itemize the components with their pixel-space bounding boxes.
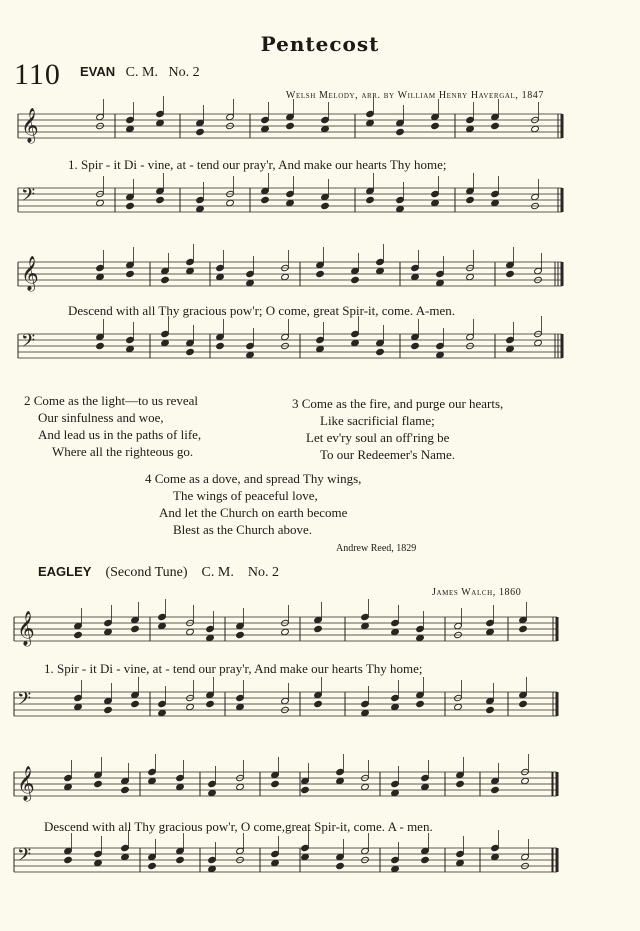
note-head <box>361 622 370 629</box>
note-head <box>491 122 500 129</box>
note-head <box>236 694 245 701</box>
note-head <box>131 616 140 623</box>
note-head <box>316 261 325 268</box>
note-head <box>281 273 290 280</box>
note-head <box>74 631 83 638</box>
note-head <box>336 862 345 869</box>
note-head <box>96 113 105 120</box>
note-head <box>466 125 475 132</box>
treble-clef-icon: 𝄞 <box>17 611 35 646</box>
note-head <box>456 850 465 857</box>
note-head <box>196 196 205 203</box>
note-head <box>519 700 528 707</box>
note-head <box>156 196 165 203</box>
note-head <box>416 634 425 641</box>
note-head <box>186 348 195 355</box>
note-head <box>176 856 185 863</box>
note-head <box>376 348 385 355</box>
note-head <box>436 351 445 358</box>
note-head <box>64 774 73 781</box>
note-head <box>421 774 430 781</box>
note-head <box>436 270 445 277</box>
note-head <box>158 613 167 620</box>
note-head <box>391 780 400 787</box>
note-head <box>271 780 280 787</box>
verse-3 <box>292 395 503 463</box>
note-head <box>391 619 400 626</box>
note-head <box>156 110 165 117</box>
verse-2-line3: And lead us in the paths of life, <box>38 427 202 442</box>
note-head <box>271 771 280 778</box>
note-head <box>286 199 295 206</box>
note-head <box>431 199 440 206</box>
note-head <box>271 850 280 857</box>
note-head <box>161 339 170 346</box>
treble-clef-icon: 𝄞 <box>17 766 35 801</box>
note-head <box>261 116 270 123</box>
note-head <box>158 709 167 716</box>
note-head <box>226 199 235 206</box>
note-head <box>186 703 195 710</box>
note-head <box>336 768 345 775</box>
note-head <box>208 865 217 872</box>
note-head <box>491 199 500 206</box>
note-head <box>321 125 330 132</box>
note-head <box>186 628 195 635</box>
note-head <box>351 339 360 346</box>
note-head <box>456 859 465 866</box>
note-head <box>176 783 185 790</box>
note-head <box>94 850 103 857</box>
note-head <box>506 270 515 277</box>
tune1-number: No. 2 <box>168 65 200 80</box>
note-head <box>416 700 425 707</box>
note-head <box>436 342 445 349</box>
tune2-name: EAGLEY <box>38 564 92 579</box>
note-head <box>158 622 167 629</box>
verse-4-line2: The wings of peaceful love, <box>173 488 318 503</box>
note-head <box>126 193 135 200</box>
note-head <box>126 345 135 352</box>
note-head <box>411 342 420 349</box>
note-head <box>321 202 330 209</box>
tune1-credit: Welsh Melody, arr. by William Henry Havergal, 1847 <box>285 90 544 101</box>
note-head <box>486 706 495 713</box>
note-head <box>416 625 425 632</box>
note-head <box>456 771 465 778</box>
note-head <box>456 780 465 787</box>
tune1-name: EVAN <box>80 64 116 79</box>
note-head <box>196 119 205 126</box>
verse-4-line4: Blest as the Church above. <box>173 522 312 537</box>
note-head <box>421 856 430 863</box>
note-head <box>208 789 217 796</box>
note-head <box>236 847 245 854</box>
note-head <box>336 777 345 784</box>
note-head <box>286 113 295 120</box>
note-head <box>121 853 130 860</box>
note-head <box>126 261 135 268</box>
verse-3-line1: 3 Come as the fire, and purge our hearts, <box>292 396 504 411</box>
note-head <box>176 774 185 781</box>
note-head <box>261 125 270 132</box>
verse-3-line2: Like sacrificial flame; <box>320 413 435 428</box>
note-head <box>286 122 295 129</box>
note-head <box>351 276 360 283</box>
note-head <box>431 122 440 129</box>
tune2-lyric-line2: Descend with all Thy gracious pow'r, O come,great Spir-it, come. A - men. <box>44 819 433 834</box>
note-head <box>208 780 217 787</box>
note-head <box>391 856 400 863</box>
tune2-number: No. 2 <box>247 565 279 580</box>
note-head <box>206 634 215 641</box>
note-head <box>431 190 440 197</box>
note-head <box>454 622 463 629</box>
note-head <box>161 267 170 274</box>
note-head <box>236 622 245 629</box>
verse-2 <box>24 392 201 460</box>
note-head <box>74 694 83 701</box>
note-head <box>506 345 515 352</box>
bass-clef-icon: 𝄢 <box>17 689 32 714</box>
note-head <box>246 342 255 349</box>
note-head <box>148 777 157 784</box>
note-head <box>74 622 83 629</box>
note-head <box>506 336 515 343</box>
note-head <box>491 844 500 851</box>
note-head <box>286 190 295 197</box>
note-head <box>64 856 73 863</box>
note-head <box>104 628 113 635</box>
note-head <box>336 853 345 860</box>
note-head <box>366 196 375 203</box>
note-head <box>466 333 475 340</box>
note-head <box>486 697 495 704</box>
note-head <box>96 273 105 280</box>
note-head <box>396 196 405 203</box>
note-head <box>126 202 135 209</box>
verse-4-line3: And let the Church on earth become <box>159 505 348 520</box>
note-head <box>391 694 400 701</box>
note-head <box>156 119 165 126</box>
note-head <box>216 264 225 271</box>
note-head <box>246 279 255 286</box>
note-head <box>534 267 543 274</box>
tune1-lyric-line1: 1. Spir - it Di - vine, at - tend our pray'r, And make our hearts Thy home; <box>68 157 447 172</box>
verse-2-line2: Our sinfulness and woe, <box>38 410 164 425</box>
note-head <box>301 853 310 860</box>
tune1-meter: C. M. <box>125 65 158 80</box>
note-head <box>131 691 140 698</box>
note-head <box>314 700 323 707</box>
note-head <box>366 110 375 117</box>
treble-clef-icon: 𝄞 <box>21 256 39 291</box>
note-head <box>261 196 270 203</box>
note-head <box>421 783 430 790</box>
note-head <box>126 270 135 277</box>
note-head <box>321 193 330 200</box>
note-head <box>491 786 500 793</box>
note-head <box>361 613 370 620</box>
note-head <box>361 783 370 790</box>
note-head <box>131 700 140 707</box>
note-head <box>436 279 445 286</box>
verse-3-line4: To our Redeemer's Name. <box>320 447 455 462</box>
note-head <box>491 853 500 860</box>
note-head <box>301 844 310 851</box>
note-head <box>366 119 375 126</box>
tune2-meter: C. M. <box>201 565 234 580</box>
note-head <box>121 844 130 851</box>
note-head <box>314 625 323 632</box>
note-head <box>396 128 405 135</box>
note-head <box>94 859 103 866</box>
note-head <box>158 700 167 707</box>
note-head <box>121 777 130 784</box>
note-head <box>454 703 463 710</box>
section-title: Pentecost <box>260 32 380 56</box>
note-head <box>96 342 105 349</box>
note-head <box>491 190 500 197</box>
note-head <box>486 619 495 626</box>
note-head <box>281 628 290 635</box>
note-head <box>94 771 103 778</box>
note-head <box>411 273 420 280</box>
note-head <box>148 853 157 860</box>
tune2-credit: James Walch, 1860 <box>432 587 522 598</box>
note-head <box>196 205 205 212</box>
tune1-lyric-line2: Descend with all Thy gracious pow'r; O come, great Spir-it, come. A-men. <box>68 303 456 318</box>
note-head <box>431 113 440 120</box>
note-head <box>376 267 385 274</box>
note-head <box>74 703 83 710</box>
note-head <box>64 847 73 854</box>
note-head <box>206 625 215 632</box>
note-head <box>161 330 170 337</box>
bass-clef-icon: 𝄢 <box>21 331 36 356</box>
note-head <box>411 333 420 340</box>
note-head <box>316 336 325 343</box>
note-head <box>161 276 170 283</box>
verse-3-line3: Let ev'ry soul an off'ring be <box>306 430 450 445</box>
note-head <box>416 691 425 698</box>
note-head <box>486 628 495 635</box>
note-head <box>126 125 135 132</box>
note-head <box>104 706 113 713</box>
treble-clef-icon: 𝄞 <box>21 108 39 143</box>
note-head <box>391 865 400 872</box>
note-head <box>206 700 215 707</box>
note-head <box>519 691 528 698</box>
note-head <box>521 853 530 860</box>
note-head <box>186 258 195 265</box>
note-head <box>96 264 105 271</box>
note-head <box>411 264 420 271</box>
verse-4-line1: 4 Come as a dove, and spread Thy wings, <box>145 471 362 486</box>
verse-2-line4: Where all the righteous go. <box>52 444 194 459</box>
note-head <box>376 258 385 265</box>
note-head <box>396 205 405 212</box>
note-head <box>156 187 165 194</box>
note-head <box>271 859 280 866</box>
note-head <box>361 700 370 707</box>
note-head <box>186 267 195 274</box>
note-head <box>64 783 73 790</box>
note-head <box>351 267 360 274</box>
note-head <box>186 339 195 346</box>
note-head <box>261 187 270 194</box>
note-head <box>176 847 185 854</box>
note-head <box>366 187 375 194</box>
note-head <box>491 777 500 784</box>
note-head <box>316 345 325 352</box>
note-head <box>208 856 217 863</box>
note-head <box>104 619 113 626</box>
note-head <box>391 789 400 796</box>
note-head <box>391 703 400 710</box>
note-head <box>131 625 140 632</box>
note-head <box>216 342 225 349</box>
note-head <box>466 273 475 280</box>
note-head <box>534 339 543 346</box>
note-head <box>281 697 290 704</box>
note-head <box>246 351 255 358</box>
note-head <box>376 339 385 346</box>
note-head <box>466 187 475 194</box>
note-head <box>96 199 105 206</box>
verse-author: Andrew Reed, 1829 <box>336 543 417 554</box>
verse-2-line1: 2 Come as the light—to us reveal <box>24 393 199 408</box>
note-head <box>466 196 475 203</box>
note-head <box>196 128 205 135</box>
note-head <box>421 847 430 854</box>
note-head <box>94 780 103 787</box>
note-head <box>531 125 540 132</box>
note-head <box>351 330 360 337</box>
note-head <box>519 616 528 623</box>
note-head <box>216 273 225 280</box>
note-head <box>236 703 245 710</box>
note-head <box>521 777 530 784</box>
note-head <box>206 691 215 698</box>
note-head <box>391 628 400 635</box>
note-head <box>491 113 500 120</box>
note-head <box>126 336 135 343</box>
note-head <box>104 697 113 704</box>
note-head <box>301 777 310 784</box>
note-head <box>506 261 515 268</box>
note-head <box>236 783 245 790</box>
note-head <box>361 709 370 716</box>
note-head <box>314 616 323 623</box>
note-head <box>321 116 330 123</box>
tune2-lyric-line1: 1. Spir - it Di - vine, at - tend our pray'r, And make our hearts Thy home; <box>44 661 423 676</box>
tune2-subtitle: (Second Tune) <box>105 565 188 580</box>
note-head <box>466 116 475 123</box>
note-head <box>121 786 130 793</box>
tune2-header <box>38 564 279 581</box>
note-head <box>531 193 540 200</box>
hymn-number: 110 <box>14 58 61 91</box>
note-head <box>96 333 105 340</box>
note-head <box>519 625 528 632</box>
note-head <box>314 691 323 698</box>
note-head <box>226 113 235 120</box>
note-head <box>148 862 157 869</box>
note-head <box>316 270 325 277</box>
bass-clef-icon: 𝄢 <box>21 185 36 210</box>
note-head <box>246 270 255 277</box>
note-head <box>361 847 370 854</box>
verse-4 <box>145 470 361 538</box>
note-head <box>126 116 135 123</box>
note-head <box>396 119 405 126</box>
note-head <box>236 631 245 638</box>
note-head <box>301 786 310 793</box>
note-head <box>216 333 225 340</box>
note-head <box>281 333 290 340</box>
note-head <box>148 768 157 775</box>
bass-clef-icon: 𝄢 <box>17 845 32 870</box>
